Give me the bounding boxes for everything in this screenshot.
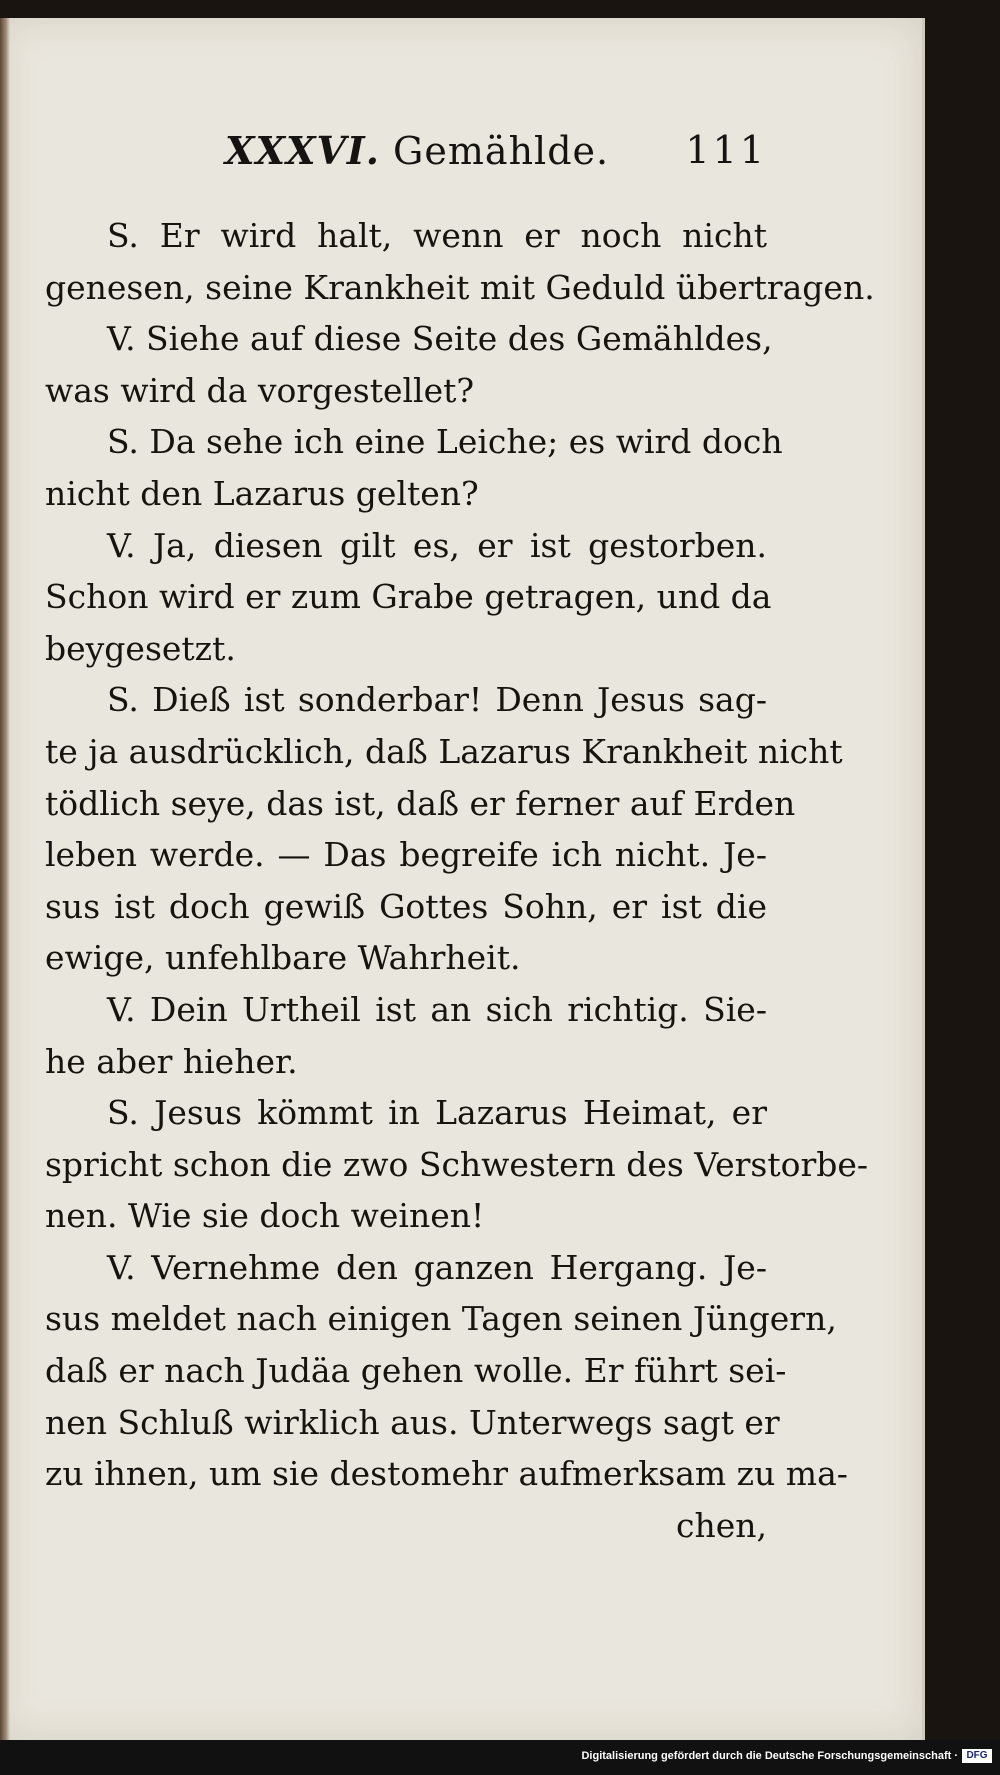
book-binding-edge (0, 18, 10, 1740)
text-line: V. Dein Urtheil ist an sich richtig. Sie- (107, 989, 767, 1029)
body-text (45, 210, 875, 1551)
running-title (225, 128, 609, 173)
dfg-logo: DFG (962, 1749, 992, 1763)
text-line: was wird da vorgestellet? (45, 370, 475, 410)
text-line: S. Jesus kömmt in Lazarus Heimat, er (107, 1093, 767, 1133)
text-line: zu ihnen, um sie destomehr aufmerksam zu ma- (45, 1454, 848, 1494)
text-line: daß er nach Judäa gehen wolle. Er führt sei- (45, 1351, 787, 1391)
text-line: beygesetzt. (45, 628, 236, 668)
text-line: S. Er wird halt, wenn er noch nicht (107, 216, 767, 255)
running-title-word: Gemählde. (393, 129, 610, 173)
text-line: V. Ja, diesen gilt es, er ist gestorben. (107, 525, 767, 565)
page-number: 111 (685, 128, 767, 172)
text-line: S. Da sehe ich eine Leiche; es wird doch (107, 422, 783, 462)
text-line: genesen, seine Krankheit mit Geduld übertragen. (45, 267, 875, 307)
text-line: nen. Wie sie doch weinen! (45, 1196, 485, 1236)
footer-bar (0, 1740, 1000, 1775)
text-line: tödlich seye, das ist, daß er ferner auf Erden (45, 783, 796, 823)
text-line: leben werde. — Das begreife ich nicht. Je- (45, 835, 767, 875)
text-line: nen Schluß wirklich aus. Unterwegs sagt er (45, 1402, 780, 1442)
text-line: S. Dieß ist sonderbar! Denn Jesus sag- (107, 680, 767, 720)
text-line: sus meldet nach einigen Tagen seinen Jüngern, (45, 1299, 837, 1339)
text-line: sus ist doch gewiß Gottes Sohn, er ist die (45, 886, 767, 926)
text-line: V. Vernehme den ganzen Hergang. Je- (107, 1247, 767, 1287)
text-line: V. Siehe auf diese Seite des Gemähldes, (107, 319, 773, 359)
text-line: nicht den Lazarus gelten? (45, 473, 479, 513)
running-header (0, 128, 922, 188)
funding-credit: Digitalisierung gefördert durch die Deutsche Forschungsgemeinschaft · (581, 1750, 958, 1762)
text-line: te ja ausdrücklich, daß Lazarus Krankheit nicht (45, 731, 843, 771)
text-line: ewige, unfehlbare Wahrheit. (45, 938, 521, 978)
text-line: spricht schon die zwo Schwestern des Verstorbe- (45, 1144, 869, 1184)
catchword: chen, (675, 1505, 767, 1545)
text-line: Schon wird er zum Grabe getragen, und da (45, 577, 772, 617)
text-line: he aber hieher. (45, 1041, 298, 1081)
chapter-roman-numeral: XXXVI. (225, 128, 380, 173)
